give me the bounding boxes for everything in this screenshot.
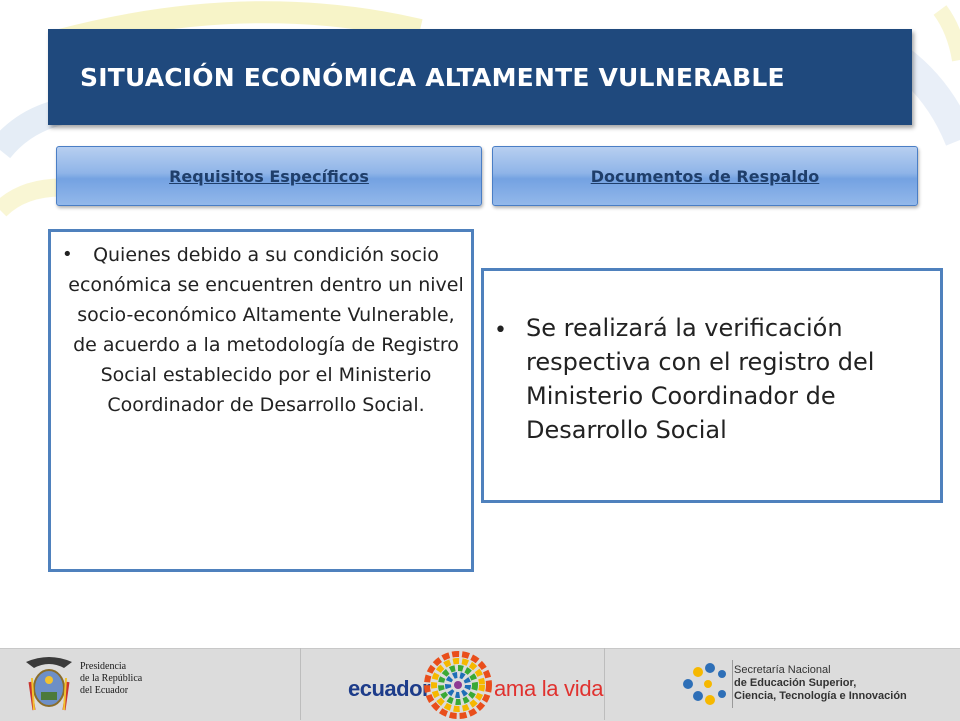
senescyt-line: de Educación Superior,: [734, 677, 857, 689]
footer-divider: [300, 648, 301, 720]
ecuador-sun-logo-icon: [424, 651, 492, 719]
requisitos-text: Quienes debido a su condición socio económica se encuentren dentro un nivel socio-económico Altamente Vulnerable, de acuerdo a la metodología de Registro Social establecido por el Ministerio Coordinador de Desarrollo Social.: [68, 244, 464, 416]
presidencia-line: del Ecuador: [80, 685, 129, 696]
tab-label: Requisitos Específicos: [169, 166, 369, 186]
senescyt-logo-icon: [680, 660, 732, 708]
page-title: SITUACIÓN ECONÓMICA ALTAMENTE VULNERABLE: [80, 62, 785, 92]
presidencia-line: de la República: [80, 673, 143, 684]
bullet-marker: •: [494, 318, 507, 343]
tab-label: Documentos de Respaldo: [590, 166, 820, 186]
presidencia-line: Presidencia: [80, 661, 127, 672]
presidencia-logo-text: [80, 661, 142, 697]
documentos-text: Se realizará la verificación respectiva con el registro del Ministerio Coordinador de Desarrollo Social: [526, 314, 875, 444]
senescyt-line: Secretaría Nacional: [734, 664, 831, 676]
senescyt-divider: [732, 660, 733, 708]
footer-divider: [604, 648, 605, 720]
title-bar: [48, 29, 912, 125]
tab-documentos-de-respaldo: [492, 146, 918, 206]
senescyt-logo-text: [734, 664, 907, 703]
ecuador-brand-text: ecuador: [348, 676, 431, 701]
ama-la-vida-text: ama la vida: [494, 676, 604, 701]
tab-requisitos-especificos: [56, 146, 482, 206]
senescyt-line: Ciencia, Tecnología e Innovación: [734, 690, 907, 702]
ecuador-coat-of-arms-icon: [22, 652, 76, 716]
bullet-marker: •: [62, 244, 73, 265]
